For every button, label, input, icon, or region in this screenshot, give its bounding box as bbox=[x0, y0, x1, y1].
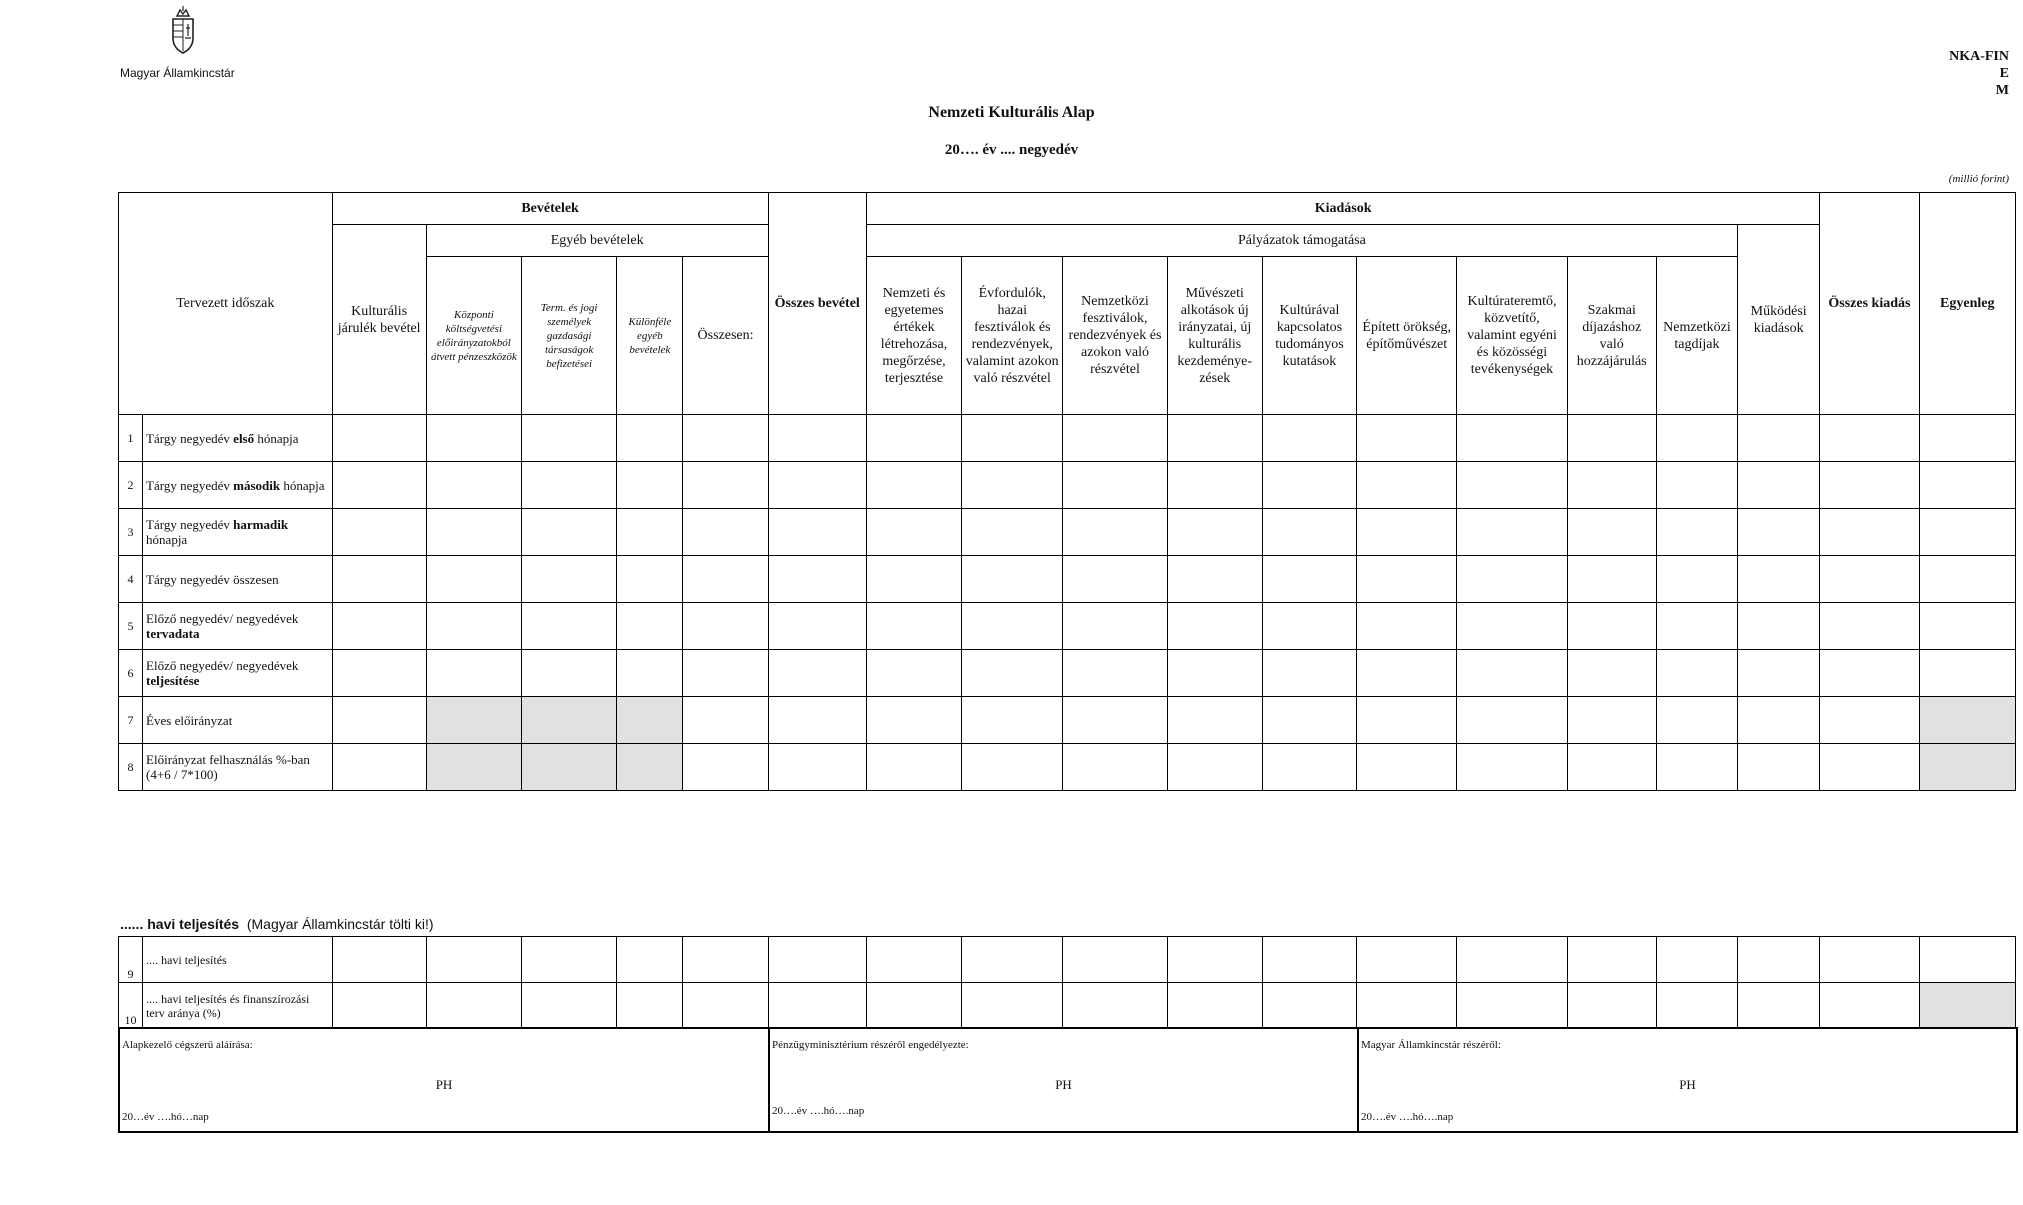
disabled-cell bbox=[426, 744, 521, 791]
input-cell[interactable] bbox=[1063, 937, 1167, 983]
page-title: Nemzeti Kulturális Alap bbox=[928, 104, 1095, 121]
row-label-part: Tárgy negyedév összesen bbox=[146, 571, 279, 587]
grants-group-header: Pályázatok támogatása bbox=[866, 225, 1737, 257]
row-label bbox=[143, 415, 333, 462]
row-number: 10 bbox=[119, 983, 143, 1029]
input-cell[interactable] bbox=[962, 650, 1063, 697]
row-label-part: Tárgy negyedév bbox=[146, 430, 234, 446]
input-cell[interactable] bbox=[1738, 697, 1820, 744]
signature-box[interactable] bbox=[119, 1028, 769, 1132]
input-cell[interactable] bbox=[426, 650, 521, 697]
input-cell[interactable] bbox=[1820, 556, 1919, 603]
row-number: 1 bbox=[119, 415, 143, 462]
disabled-cell bbox=[1919, 744, 2015, 791]
input-cell[interactable] bbox=[768, 650, 866, 697]
input-cell[interactable] bbox=[1262, 697, 1356, 744]
monthly-caption-note: (Magyar Államkincstár tölti ki!) bbox=[246, 916, 434, 932]
input-cell[interactable] bbox=[1357, 697, 1457, 744]
input-cell[interactable] bbox=[683, 415, 768, 462]
page-subtitle: 20…. év .... negyedév bbox=[944, 142, 1079, 158]
input-cell[interactable] bbox=[768, 697, 866, 744]
input-cell[interactable] bbox=[1063, 697, 1167, 744]
input-cell[interactable] bbox=[1457, 509, 1567, 556]
input-cell[interactable] bbox=[683, 462, 768, 509]
input-cell[interactable] bbox=[1820, 462, 1919, 509]
input-cell[interactable] bbox=[683, 556, 768, 603]
input-cell[interactable] bbox=[768, 415, 866, 462]
table-row bbox=[119, 462, 2016, 509]
input-cell[interactable] bbox=[1262, 415, 1356, 462]
input-cell[interactable] bbox=[1567, 650, 1656, 697]
input-cell[interactable] bbox=[1656, 937, 1737, 983]
input-cell[interactable] bbox=[1820, 937, 1919, 983]
balance-header: Egyenleg bbox=[1919, 193, 2015, 415]
intl-fees-header: Nemzetközi tagdíjak bbox=[1656, 257, 1737, 415]
input-cell[interactable] bbox=[1738, 462, 1820, 509]
input-cell[interactable] bbox=[683, 509, 768, 556]
input-cell[interactable] bbox=[866, 556, 961, 603]
input-cell[interactable] bbox=[1167, 744, 1262, 791]
input-cell[interactable] bbox=[1262, 744, 1356, 791]
row-label-part: második bbox=[233, 477, 281, 493]
input-cell[interactable] bbox=[1919, 650, 2015, 697]
stamp-placeholder: PH bbox=[1679, 1077, 1696, 1092]
row-number: 5 bbox=[119, 603, 143, 650]
input-cell[interactable] bbox=[1457, 415, 1567, 462]
row-label: .... havi teljesítés bbox=[143, 937, 332, 983]
input-cell[interactable] bbox=[426, 603, 521, 650]
disabled-cell bbox=[1919, 983, 2015, 1029]
input-cell[interactable] bbox=[522, 650, 617, 697]
row-number: 8 bbox=[119, 744, 143, 791]
input-cell[interactable] bbox=[1357, 556, 1457, 603]
row-number: 6 bbox=[119, 650, 143, 697]
companies-payments-header: Term. és jogi személyek gazdasági társaságok befizetései bbox=[522, 257, 617, 415]
input-cell[interactable] bbox=[1919, 415, 2015, 462]
total-expense-header: Összes kiadás bbox=[1820, 193, 1919, 415]
disabled-cell bbox=[617, 744, 683, 791]
form-code-line: NKA-FIN bbox=[1949, 49, 2009, 64]
signature-date: 20….év ….hó….nap bbox=[772, 1105, 865, 1117]
input-cell[interactable] bbox=[1357, 983, 1457, 1029]
intl-festivals-header: Nemzetközi fesztiválok, rendezvények és azokon való részvétel bbox=[1063, 257, 1167, 415]
input-cell[interactable] bbox=[866, 462, 961, 509]
input-cell[interactable] bbox=[332, 603, 426, 650]
unit-note: (millió forint) bbox=[1948, 173, 2009, 185]
input-cell[interactable] bbox=[1457, 650, 1567, 697]
total-revenue-header: Összes bevétel bbox=[768, 193, 866, 415]
input-cell[interactable] bbox=[1820, 650, 1919, 697]
row-label-part: első bbox=[233, 430, 255, 446]
input-cell[interactable] bbox=[617, 556, 683, 603]
input-cell[interactable] bbox=[768, 744, 866, 791]
input-cell[interactable] bbox=[426, 983, 521, 1029]
input-cell[interactable] bbox=[1357, 603, 1457, 650]
period-header: Tervezett időszak bbox=[119, 193, 333, 415]
row-label-part: hónapja bbox=[254, 430, 299, 446]
table-row bbox=[119, 697, 2016, 744]
input-cell[interactable] bbox=[1567, 462, 1656, 509]
row-label-part: harmadik bbox=[233, 517, 289, 532]
input-cell[interactable] bbox=[866, 603, 961, 650]
row-number: 4 bbox=[119, 556, 143, 603]
input-cell[interactable] bbox=[1820, 744, 1919, 791]
input-cell[interactable] bbox=[522, 415, 617, 462]
monthly-table bbox=[118, 936, 2016, 1029]
table-row bbox=[119, 983, 2016, 1029]
cultural-levy-header: Kulturális járulék bevétel bbox=[332, 225, 426, 415]
input-cell[interactable] bbox=[1357, 509, 1457, 556]
input-cell[interactable] bbox=[866, 697, 961, 744]
central-budget-header: Központi költségvetési előirányzatokból átvett pénzeszközök bbox=[426, 257, 521, 415]
input-cell[interactable] bbox=[522, 509, 617, 556]
awards-header: Szakmai díjazáshoz való hozzájárulás bbox=[1567, 257, 1656, 415]
input-cell[interactable] bbox=[1167, 603, 1262, 650]
input-cell[interactable] bbox=[768, 983, 866, 1029]
input-cell[interactable] bbox=[1262, 983, 1356, 1029]
input-cell[interactable] bbox=[1457, 697, 1567, 744]
row-label-part: Előirányzat felhasználás %-ban (4+6 / 7*100) bbox=[146, 752, 310, 782]
disabled-cell bbox=[617, 697, 683, 744]
input-cell[interactable] bbox=[1738, 937, 1820, 983]
input-cell[interactable] bbox=[866, 650, 961, 697]
input-cell[interactable] bbox=[962, 937, 1063, 983]
misc-revenues-header: Különféle egyéb bevételek bbox=[617, 257, 683, 415]
anniversaries-header: Évfordulók, hazai fesztiválok és rendezvények, valamint azokon való részvétel bbox=[962, 257, 1063, 415]
input-cell[interactable] bbox=[1656, 650, 1737, 697]
input-cell[interactable] bbox=[962, 603, 1063, 650]
input-cell[interactable] bbox=[1919, 603, 2015, 650]
input-cell[interactable] bbox=[617, 937, 683, 983]
input-cell[interactable] bbox=[1063, 650, 1167, 697]
input-cell[interactable] bbox=[962, 697, 1063, 744]
input-cell[interactable] bbox=[1919, 509, 2015, 556]
input-cell[interactable] bbox=[1262, 556, 1356, 603]
signature-date: 20…év ….hó…nap bbox=[122, 1111, 209, 1123]
input-cell[interactable] bbox=[1656, 697, 1737, 744]
input-cell[interactable] bbox=[1063, 462, 1167, 509]
input-cell[interactable] bbox=[617, 415, 683, 462]
input-cell[interactable] bbox=[1262, 509, 1356, 556]
input-cell[interactable] bbox=[962, 983, 1063, 1029]
row-label-part: Éves előirányzat bbox=[146, 712, 233, 728]
input-cell[interactable] bbox=[1063, 603, 1167, 650]
input-cell[interactable] bbox=[866, 509, 961, 556]
input-cell[interactable] bbox=[1567, 983, 1656, 1029]
input-cell[interactable] bbox=[1167, 983, 1262, 1029]
org-name: Magyar Államkincstár bbox=[120, 66, 235, 80]
input-cell[interactable] bbox=[683, 983, 768, 1029]
input-cell[interactable] bbox=[1567, 744, 1656, 791]
input-cell[interactable] bbox=[1820, 509, 1919, 556]
input-cell[interactable] bbox=[426, 509, 521, 556]
national-values-header: Nemzeti és egyetemes értékek létrehozása, megőrzése, terjesztése bbox=[866, 257, 961, 415]
input-cell[interactable] bbox=[1919, 462, 2015, 509]
financial-plan-table bbox=[118, 192, 2016, 791]
input-cell[interactable] bbox=[1567, 603, 1656, 650]
input-cell[interactable] bbox=[1567, 937, 1656, 983]
input-cell[interactable] bbox=[1738, 509, 1820, 556]
row-label bbox=[143, 509, 333, 556]
input-cell[interactable] bbox=[866, 415, 961, 462]
input-cell[interactable] bbox=[962, 556, 1063, 603]
input-cell[interactable] bbox=[1656, 509, 1737, 556]
input-cell[interactable] bbox=[1567, 556, 1656, 603]
input-cell[interactable] bbox=[332, 509, 426, 556]
input-cell[interactable] bbox=[962, 509, 1063, 556]
input-cell[interactable] bbox=[617, 650, 683, 697]
row-label-part: hónapja bbox=[280, 477, 325, 493]
input-cell[interactable] bbox=[1656, 983, 1737, 1029]
input-cell[interactable] bbox=[962, 415, 1063, 462]
input-cell[interactable] bbox=[866, 937, 961, 983]
input-cell[interactable] bbox=[1656, 415, 1737, 462]
input-cell[interactable] bbox=[332, 697, 426, 744]
row-label-part: hónapja bbox=[146, 532, 188, 547]
input-cell[interactable] bbox=[683, 744, 768, 791]
other-revenues-group-header: Egyéb bevételek bbox=[426, 225, 768, 257]
input-cell[interactable] bbox=[1738, 556, 1820, 603]
input-cell[interactable] bbox=[1262, 462, 1356, 509]
input-cell[interactable] bbox=[1567, 415, 1656, 462]
input-cell[interactable] bbox=[426, 556, 521, 603]
table-row bbox=[119, 556, 2016, 603]
input-cell[interactable] bbox=[1820, 983, 1919, 1029]
row-number: 2 bbox=[119, 462, 143, 509]
input-cell[interactable] bbox=[768, 603, 866, 650]
expenses-group-header: Kiadások bbox=[866, 193, 1819, 225]
table-row bbox=[119, 937, 2016, 983]
input-cell[interactable] bbox=[1167, 697, 1262, 744]
input-cell[interactable] bbox=[1919, 937, 2015, 983]
input-cell[interactable] bbox=[426, 462, 521, 509]
cultural-creators-header: Kultúrateremtő, közvetítő, valamint egyéni és közösségi tevékenységek bbox=[1457, 257, 1567, 415]
input-cell[interactable] bbox=[683, 937, 768, 983]
input-cell[interactable] bbox=[332, 415, 426, 462]
input-cell[interactable] bbox=[683, 697, 768, 744]
input-cell[interactable] bbox=[332, 556, 426, 603]
row-label-part: Előző negyedév/ negyedévek bbox=[146, 611, 299, 626]
input-cell[interactable] bbox=[1738, 415, 1820, 462]
disabled-cell bbox=[522, 744, 617, 791]
row-label bbox=[143, 603, 333, 650]
coat-of-arms-icon bbox=[168, 6, 198, 54]
signature-who: Alapkezelő cégszerű aláírása: bbox=[122, 1039, 253, 1051]
input-cell[interactable] bbox=[1063, 744, 1167, 791]
input-cell[interactable] bbox=[1738, 603, 1820, 650]
input-cell[interactable] bbox=[332, 937, 426, 983]
table-row bbox=[119, 509, 2016, 556]
input-cell[interactable] bbox=[1167, 415, 1262, 462]
input-cell[interactable] bbox=[1063, 983, 1167, 1029]
input-cell[interactable] bbox=[1457, 556, 1567, 603]
input-cell[interactable] bbox=[1262, 937, 1356, 983]
input-cell[interactable] bbox=[1820, 603, 1919, 650]
input-cell[interactable] bbox=[768, 556, 866, 603]
input-cell[interactable] bbox=[962, 462, 1063, 509]
form-code-line: E bbox=[1999, 66, 2009, 81]
row-label bbox=[143, 556, 333, 603]
input-cell[interactable] bbox=[617, 462, 683, 509]
table-row bbox=[119, 650, 2016, 697]
row-label-part: Előző negyedév/ negyedévek bbox=[146, 658, 299, 673]
input-cell[interactable] bbox=[768, 509, 866, 556]
input-cell[interactable] bbox=[426, 937, 521, 983]
input-cell[interactable] bbox=[1063, 415, 1167, 462]
input-cell[interactable] bbox=[1738, 744, 1820, 791]
disabled-cell bbox=[1919, 697, 2015, 744]
input-cell[interactable] bbox=[1457, 983, 1567, 1029]
input-cell[interactable] bbox=[768, 462, 866, 509]
row-label bbox=[143, 650, 333, 697]
row-label-part: teljesítése bbox=[146, 673, 200, 688]
subtotal-header: Összesen: bbox=[683, 257, 768, 415]
row-number: 7 bbox=[119, 697, 143, 744]
signature-who: Pénzügyminisztérium részéről engedélyezte: bbox=[772, 1039, 969, 1051]
input-cell[interactable] bbox=[1262, 603, 1356, 650]
stamp-placeholder: PH bbox=[1055, 1077, 1072, 1092]
input-cell[interactable] bbox=[1357, 937, 1457, 983]
signature-block bbox=[118, 1027, 2018, 1133]
input-cell[interactable] bbox=[1167, 462, 1262, 509]
input-cell[interactable] bbox=[1063, 556, 1167, 603]
signature-box[interactable] bbox=[1358, 1028, 2017, 1132]
input-cell[interactable] bbox=[1820, 415, 1919, 462]
input-cell[interactable] bbox=[1457, 744, 1567, 791]
input-cell[interactable] bbox=[1820, 697, 1919, 744]
input-cell[interactable] bbox=[617, 509, 683, 556]
form-code bbox=[1909, 48, 2009, 99]
operating-expenses-header: Működési kiadások bbox=[1738, 225, 1820, 415]
art-works-header: Művészeti alkotások új irányzatai, új kulturális kezdeménye-zések bbox=[1167, 257, 1262, 415]
input-cell[interactable] bbox=[522, 603, 617, 650]
row-label bbox=[143, 744, 333, 791]
input-cell[interactable] bbox=[1656, 603, 1737, 650]
input-cell[interactable] bbox=[1357, 415, 1457, 462]
row-number: 3 bbox=[119, 509, 143, 556]
input-cell[interactable] bbox=[332, 462, 426, 509]
input-cell[interactable] bbox=[1357, 462, 1457, 509]
input-cell[interactable] bbox=[332, 983, 426, 1029]
table-row bbox=[119, 415, 2016, 462]
research-header: Kultúrával kapcsolatos tudományos kutatások bbox=[1262, 257, 1356, 415]
signature-box[interactable] bbox=[769, 1028, 1358, 1132]
input-cell[interactable] bbox=[1167, 509, 1262, 556]
input-cell[interactable] bbox=[522, 937, 617, 983]
row-label-part: Tárgy negyedév bbox=[146, 477, 234, 493]
input-cell[interactable] bbox=[1919, 556, 2015, 603]
input-cell[interactable] bbox=[617, 983, 683, 1029]
input-cell[interactable] bbox=[866, 983, 961, 1029]
input-cell[interactable] bbox=[1063, 509, 1167, 556]
input-cell[interactable] bbox=[522, 556, 617, 603]
input-cell[interactable] bbox=[1567, 697, 1656, 744]
row-label-part: tervadata bbox=[146, 626, 200, 641]
input-cell[interactable] bbox=[1457, 603, 1567, 650]
input-cell[interactable] bbox=[1262, 650, 1356, 697]
input-cell[interactable] bbox=[426, 415, 521, 462]
signature-date: 20….év ….hó….nap bbox=[1361, 1111, 1454, 1123]
input-cell[interactable] bbox=[866, 744, 961, 791]
disabled-cell bbox=[522, 697, 617, 744]
input-cell[interactable] bbox=[1357, 744, 1457, 791]
stamp-placeholder: PH bbox=[435, 1077, 453, 1092]
input-cell[interactable] bbox=[962, 744, 1063, 791]
monthly-caption bbox=[120, 916, 434, 932]
input-cell[interactable] bbox=[683, 603, 768, 650]
input-cell[interactable] bbox=[683, 650, 768, 697]
table-row bbox=[119, 603, 2016, 650]
input-cell[interactable] bbox=[1457, 937, 1567, 983]
heritage-header: Épített örökség, építőművészet bbox=[1357, 257, 1457, 415]
row-label bbox=[143, 462, 333, 509]
input-cell[interactable] bbox=[332, 744, 426, 791]
input-cell[interactable] bbox=[1656, 556, 1737, 603]
input-cell[interactable] bbox=[768, 937, 866, 983]
row-number: 9 bbox=[119, 937, 143, 983]
monthly-caption-title: ...... havi teljesítés bbox=[120, 916, 240, 932]
input-cell[interactable] bbox=[1656, 462, 1737, 509]
input-cell[interactable] bbox=[1738, 983, 1820, 1029]
input-cell[interactable] bbox=[617, 603, 683, 650]
input-cell[interactable] bbox=[1738, 650, 1820, 697]
row-label-part: Tárgy negyedév bbox=[146, 517, 234, 532]
input-cell[interactable] bbox=[1567, 509, 1656, 556]
row-label bbox=[143, 697, 333, 744]
table-row bbox=[119, 744, 2016, 791]
input-cell[interactable] bbox=[1167, 556, 1262, 603]
input-cell[interactable] bbox=[1167, 650, 1262, 697]
input-cell[interactable] bbox=[1656, 744, 1737, 791]
form-code-line: M bbox=[1995, 83, 2009, 98]
signature-who: Magyar Államkincstár részéről: bbox=[1361, 1039, 1501, 1051]
input-cell[interactable] bbox=[1167, 937, 1262, 983]
input-cell[interactable] bbox=[522, 983, 617, 1029]
input-cell[interactable] bbox=[1457, 462, 1567, 509]
input-cell[interactable] bbox=[522, 462, 617, 509]
input-cell[interactable] bbox=[1357, 650, 1457, 697]
disabled-cell bbox=[426, 697, 521, 744]
input-cell[interactable] bbox=[332, 650, 426, 697]
revenues-group-header: Bevételek bbox=[332, 193, 768, 225]
row-label: .... havi teljesítés és finanszírozási terv aránya (%) bbox=[143, 983, 332, 1029]
